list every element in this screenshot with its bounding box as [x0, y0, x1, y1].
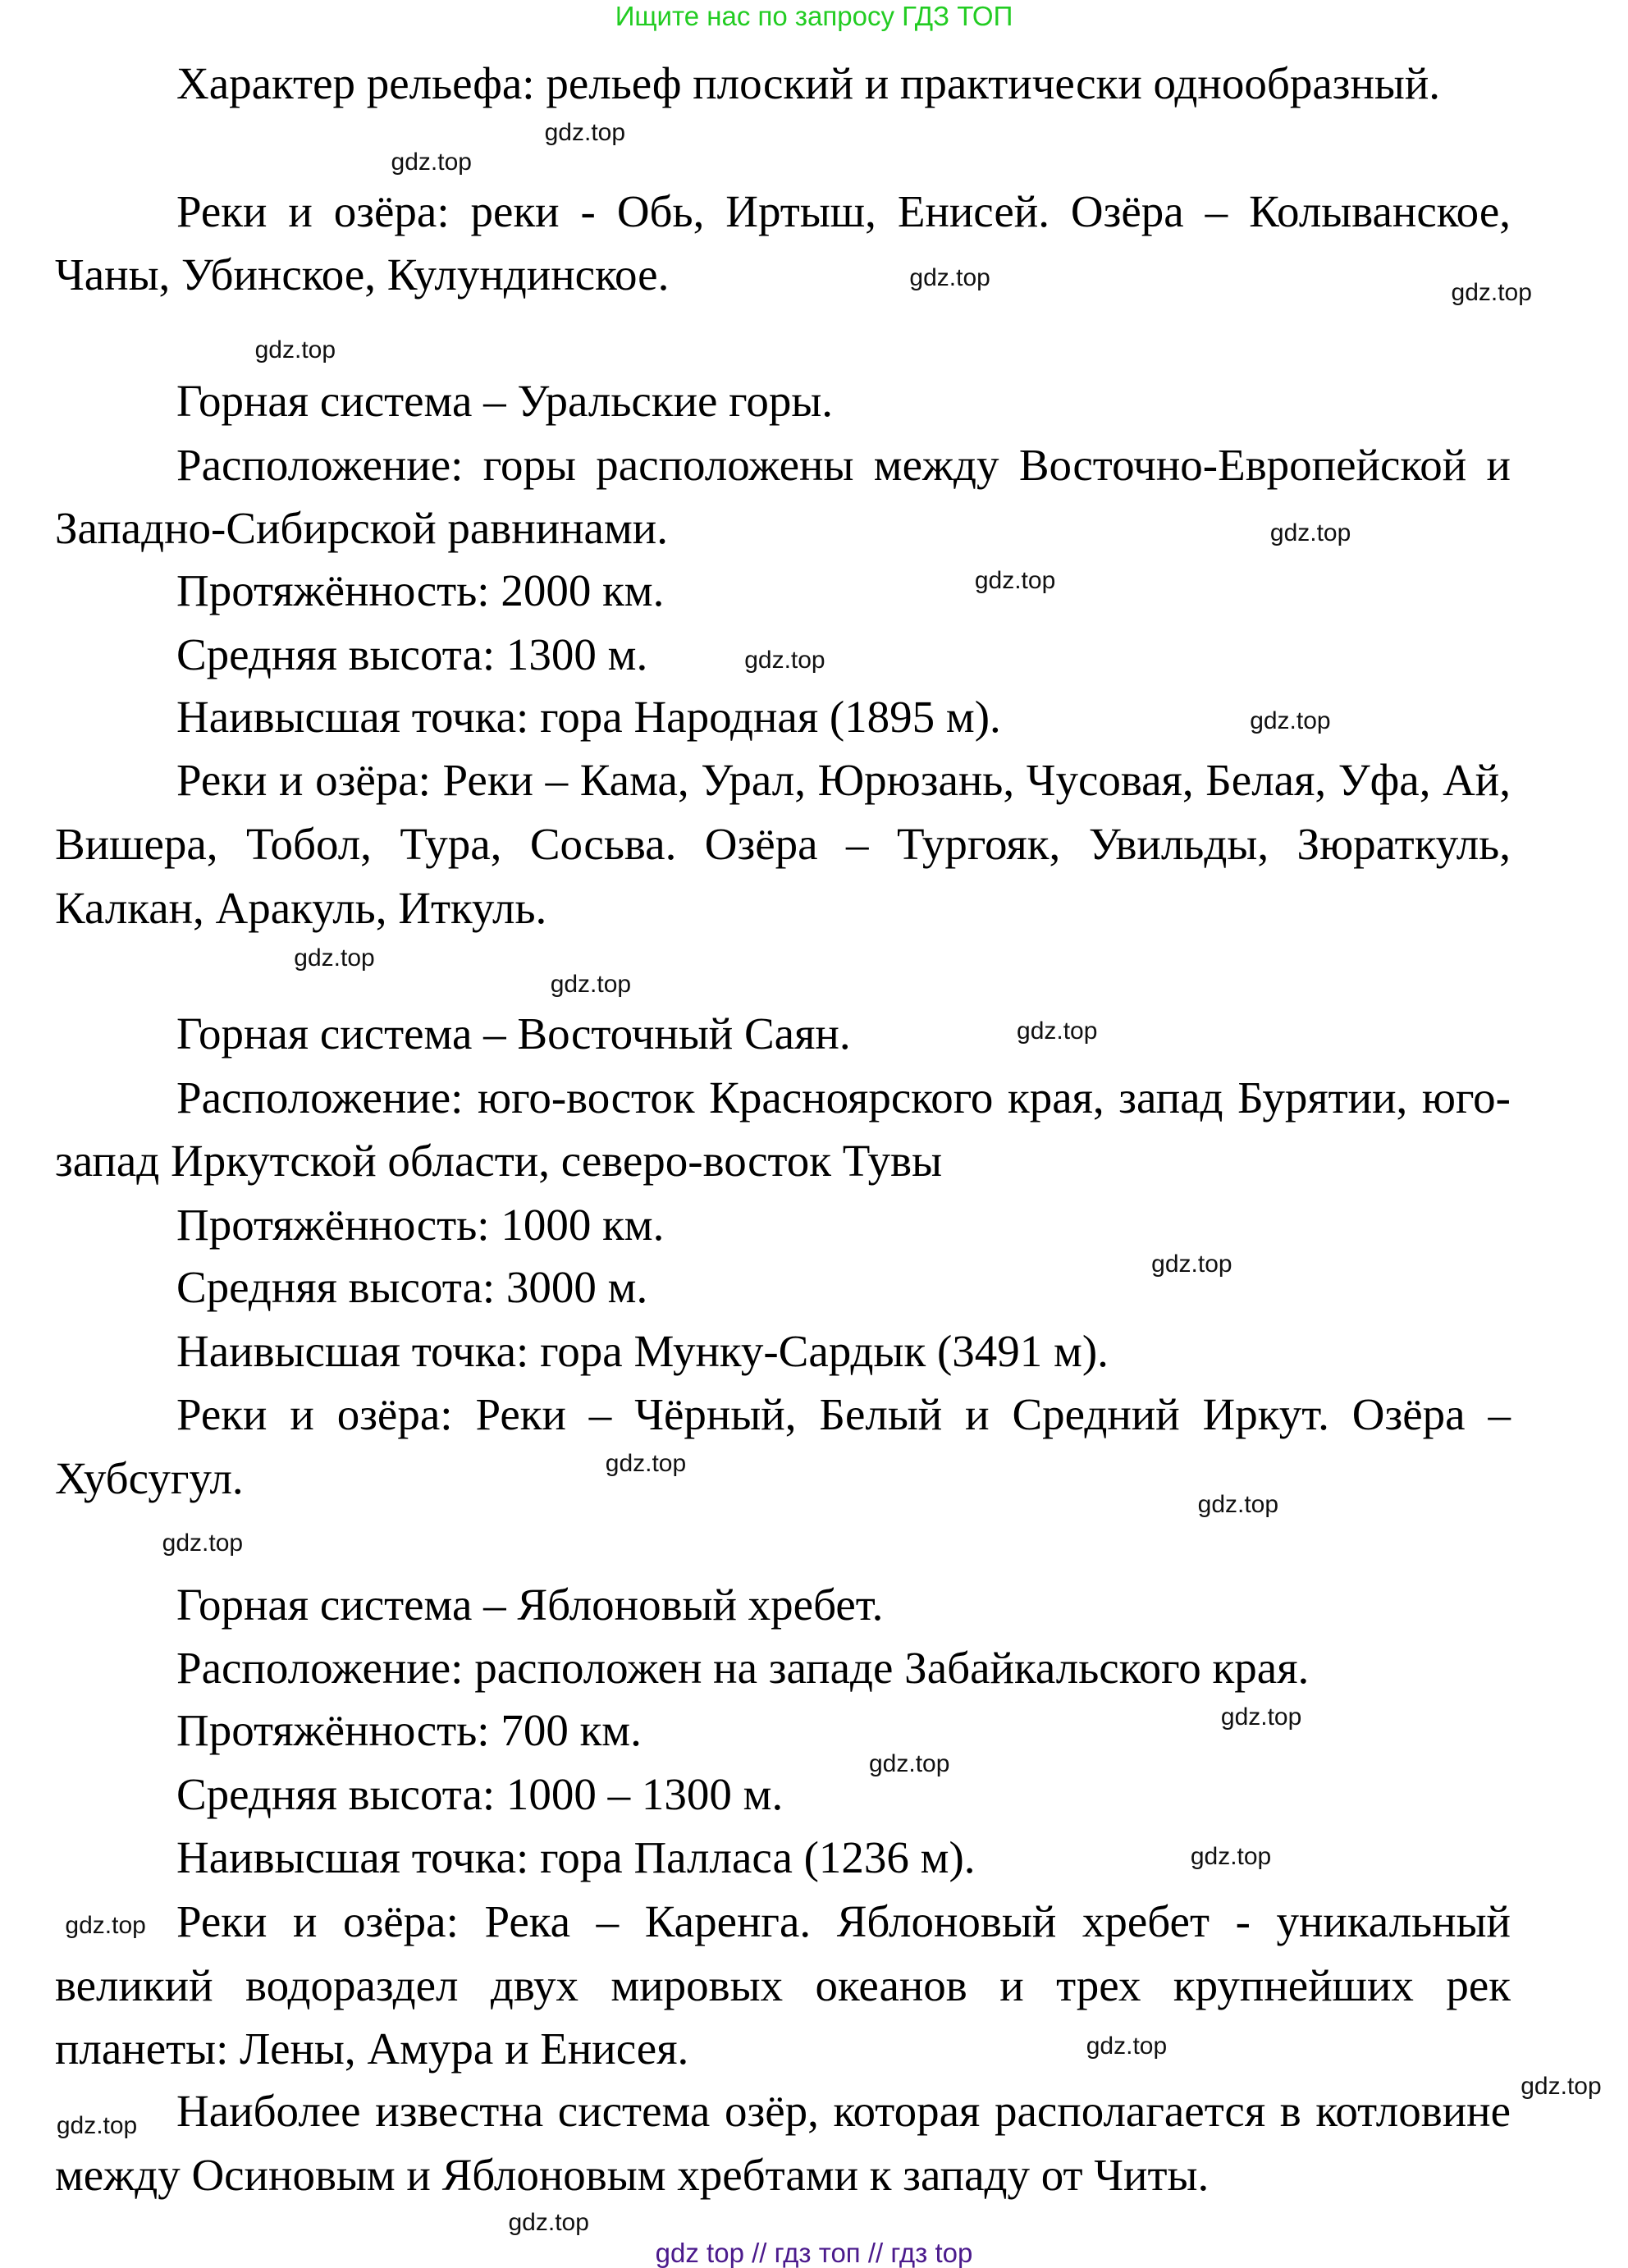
watermark: gdz.top [508, 2209, 589, 2237]
paragraph: Наивысшая точка: гора Народная (1895 м). [176, 691, 1001, 742]
paragraph: Реки и озёра: Река – Каренга. Яблоновый хребет - уникальный великий водораздел двух мировых океанов и трех крупнейших рек планеты: Лены, Амура и Енисея. [55, 1896, 1511, 2074]
paragraph: Протяжённость: 2000 км. [176, 565, 665, 616]
paragraph: Протяжённость: 700 км. [176, 1705, 642, 1756]
paragraph: Расположение: горы расположены между Восточно-Европейской и Западно-Сибирской равнинами. [55, 439, 1511, 554]
watermark: gdz.top [869, 1749, 950, 1777]
watermark: gdz.top [294, 944, 375, 972]
paragraph: Горная система – Восточный Саян. [176, 1008, 851, 1059]
watermark: gdz.top [744, 646, 825, 674]
watermark: gdz.top [254, 336, 336, 364]
watermark: gdz.top [909, 263, 990, 291]
watermark: gdz.top [1250, 706, 1331, 734]
paragraph: Характер рельефа: рельеф плоский и практически однообразный. [176, 58, 1441, 109]
watermark: gdz.top [1151, 1250, 1232, 1278]
watermark: gdz.top [1451, 278, 1532, 306]
watermark: gdz.top [1197, 1490, 1279, 1518]
paragraph: Средняя высота: 3000 м. [176, 1262, 648, 1313]
watermark: gdz.top [550, 971, 632, 999]
watermark: gdz.top [1521, 2073, 1602, 2101]
watermark: gdz.top [162, 1530, 244, 1557]
watermark: gdz.top [65, 1912, 146, 1940]
watermark: gdz.top [1220, 1703, 1302, 1731]
paragraph: Горная система – Уральские горы. [176, 375, 834, 426]
watermark: gdz.top [391, 148, 472, 176]
watermark: gdz.top [1190, 1842, 1272, 1870]
watermark: gdz.top [56, 2112, 138, 2140]
footer-banner [0, 2238, 1628, 2268]
paragraph: Средняя высота: 1000 – 1300 м. [176, 1768, 784, 1819]
watermark: gdz.top [1017, 1017, 1098, 1045]
paragraph: Реки и озёра: реки - Обь, Иртыш, Енисей. Озёра – Колыванское, Чаны, Убинское, Кулундинское. [55, 185, 1511, 300]
paragraph: Наивысшая точка: гора Мунку-Сардык (3491 м). [176, 1325, 1109, 1376]
paragraph: Средняя высота: 1300 м. [176, 629, 648, 679]
watermark: gdz.top [974, 566, 1056, 594]
search-banner: Ищите нас по запросу ГДЗ ТОП [615, 1, 1013, 31]
footer-text: gdz top // гдз топ // гдз top [655, 2238, 973, 2268]
paragraph: Наиболее известна система озёр, которая располагается в котловине между Осиновым и Яблоновым хребтами к западу от Читы. [55, 2086, 1511, 2200]
paragraph: Реки и озёра: Реки – Чёрный, Белый и Средний Иркут. Озёра – Хубсугул. [55, 1389, 1511, 1503]
watermark: gdz.top [1086, 2032, 1168, 2060]
paragraph: Расположение: юго-восток Красноярского края, запад Бурятии, юго-запад Иркутской области, северо-восток Тувы [55, 1072, 1511, 1187]
paragraph: Реки и озёра: Реки – Кама, Урал, Юрюзань, Чусовая, Белая, Уфа, Ай, Вишера, Тобол, Тура, Сосьва. Озёра – Тургояк, Увильды, Зюраткуль, Калкан, Аракуль, Иткуль. [55, 755, 1511, 933]
paragraph: Наивысшая точка: гора Палласа (1236 м). [176, 1832, 976, 1883]
paragraph: Горная система – Яблоновый хребет. [176, 1579, 884, 1630]
paragraph: Расположение: расположен на западе Забайкальского края. [176, 1643, 1310, 1694]
watermark: gdz.top [605, 1450, 687, 1478]
watermark: gdz.top [544, 119, 626, 147]
paragraph: Протяжённость: 1000 км. [176, 1200, 665, 1251]
watermark: gdz.top [1269, 519, 1351, 546]
